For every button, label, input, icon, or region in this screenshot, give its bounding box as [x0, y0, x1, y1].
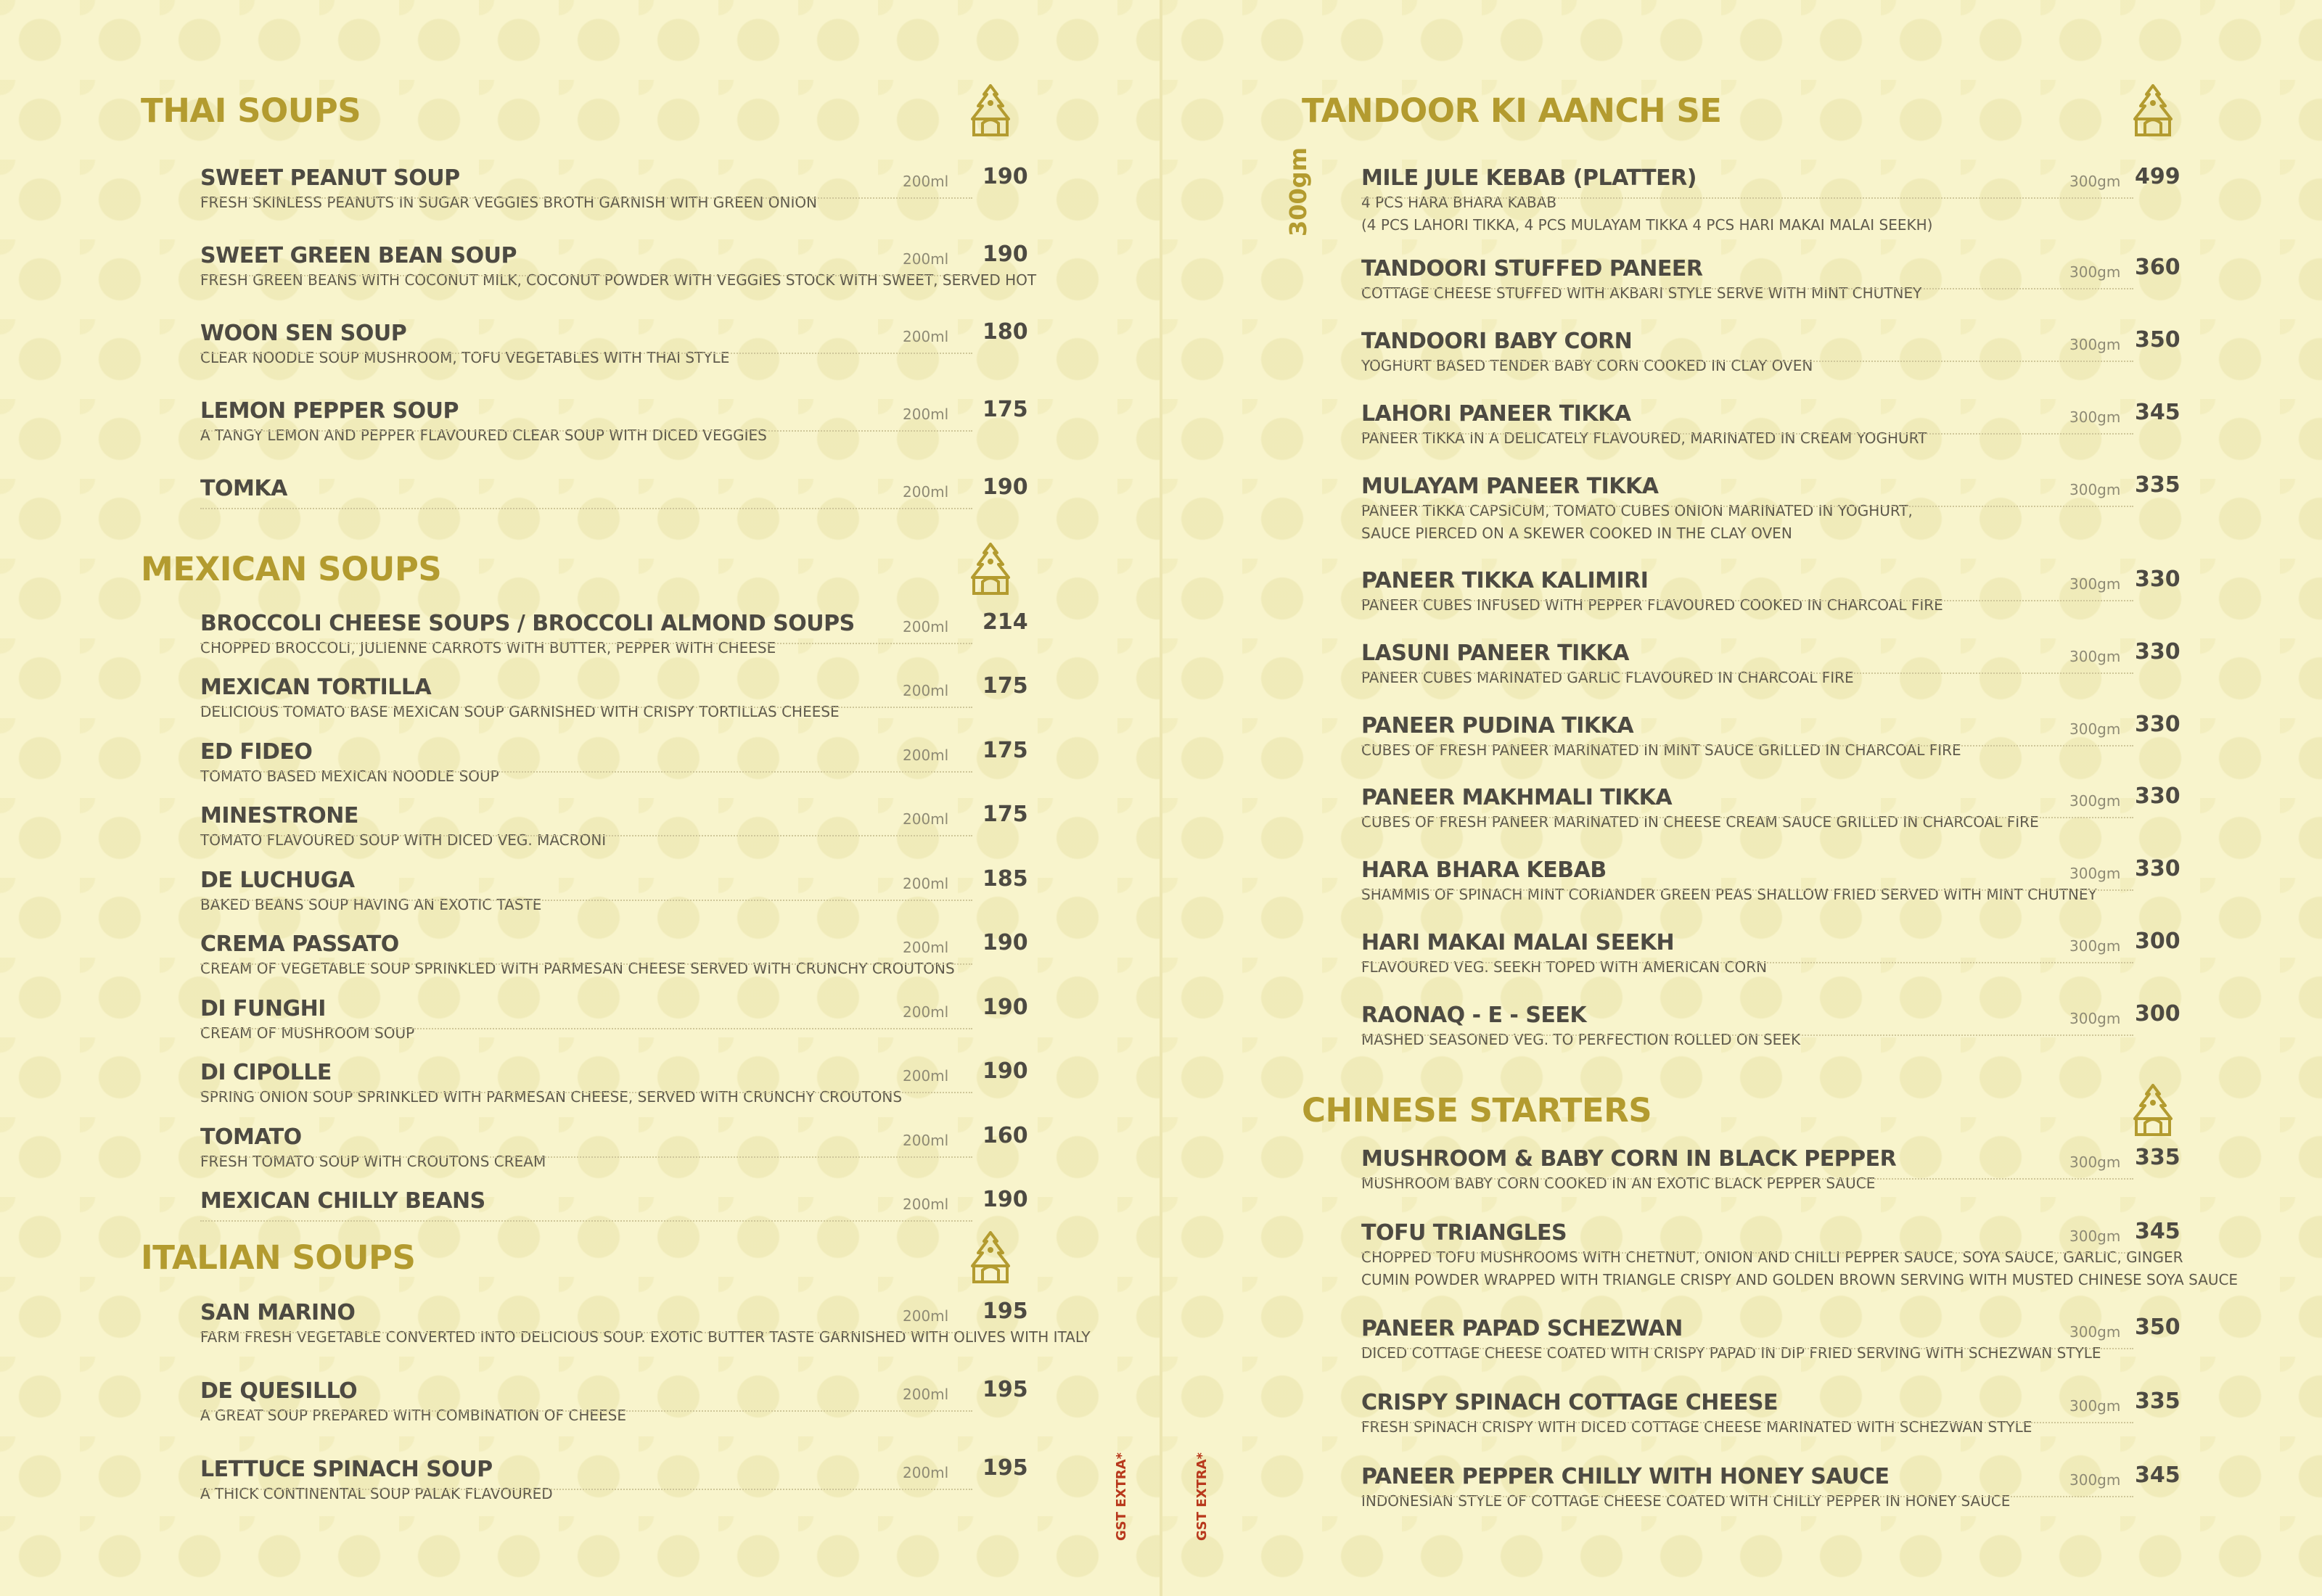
item-price: 360	[2135, 255, 2181, 280]
item-quantity: 200ml	[903, 1132, 949, 1149]
item-name: PANEER MAKHMALI TIKKA	[1361, 785, 1673, 810]
item-price: 180	[982, 319, 1028, 345]
item-leader-dots	[200, 1410, 972, 1412]
item-description-line2: CUMIN POWDER WRAPPED WITH TRIANGLE CRISPY AND GOLDEN BROWN SERVING WITH MUSTED CHINESE SOYA SAUCE	[1361, 1271, 2239, 1288]
menu-item	[1361, 1464, 2010, 1512]
section-title: TANDOOR KI AANCH SE	[1302, 91, 1722, 130]
item-price: 190	[982, 930, 1028, 955]
item-quantity: 200ml	[903, 618, 949, 635]
item-price: 190	[982, 164, 1028, 189]
item-leader-dots	[200, 643, 972, 644]
item-description: DELICIOUS TOMATO BASE MEXICAN SOUP GARNISHED WITH CRISPY TORTILLAS CHEESE	[200, 703, 840, 720]
item-leader-dots	[1361, 672, 2133, 674]
item-quantity: 300gm	[2069, 792, 2121, 810]
item-leader-dots	[200, 835, 972, 836]
item-name: HARI MAKAI MALAI SEEKH	[1361, 930, 1675, 955]
item-price: 350	[2135, 327, 2181, 353]
menu-item	[1361, 256, 1921, 304]
item-description-line2: SAUCE PIERCED ON A SKEWER COOKED IN THE CLAY OVEN	[1361, 525, 1792, 542]
item-price: 214	[982, 609, 1028, 635]
item-name: SWEET PEANUT SOUP	[200, 165, 460, 191]
gst-extra-note: GST EXTRA*	[1114, 1452, 1129, 1541]
item-name: TOFU TRIANGLES	[1361, 1220, 1567, 1246]
section-title: MEXICAN SOUPS	[141, 550, 442, 588]
item-price: 175	[982, 673, 1028, 699]
pavilion-emblem-icon	[965, 543, 1016, 596]
item-quantity: 200ml	[903, 939, 949, 956]
menu-item	[1361, 785, 2039, 833]
item-name: MUSHROOM & BABY CORN IN BLACK PEPPER	[1361, 1146, 1897, 1172]
item-price: 330	[2135, 567, 2181, 592]
item-quantity: 300gm	[2069, 408, 2121, 426]
item-price: 195	[982, 1299, 1028, 1324]
item-quantity: 300gm	[2069, 937, 2121, 955]
item-price: 190	[982, 1187, 1028, 1212]
item-name: CREMA PASSATO	[200, 931, 399, 957]
item-description: CUBES OF FRESH PANEER MARINATED IN CHEESE CREAM SAUCE GRILLED IN CHARCOAL FIRE	[1361, 813, 2039, 831]
item-leader-dots	[1361, 288, 2133, 289]
item-name: TANDOORI BABY CORN	[1361, 329, 1633, 354]
item-description: FLAVOURED VEG. SEEKH TOPED WITH AMERICAN CORN	[1361, 958, 1768, 976]
item-quantity: 200ml	[903, 746, 949, 764]
item-leader-dots	[200, 1332, 972, 1333]
item-price: 335	[2135, 1145, 2181, 1170]
menu-item	[200, 1457, 553, 1505]
pavilion-emblem-icon	[2128, 1084, 2178, 1138]
item-description: A THICK CONTINENTAL SOUP PALAK FLAVOURED	[200, 1485, 553, 1502]
right-menu-page	[1162, 0, 2322, 1596]
item-description: TOMATO FLAVOURED SOUP WITH DICED VEG. MACRONI	[200, 831, 607, 849]
item-leader-dots	[200, 275, 972, 276]
menu-item	[200, 675, 840, 723]
item-leader-dots	[200, 1028, 972, 1029]
item-quantity: 300gm	[2069, 865, 2121, 882]
item-description: CHOPPED TOFU MUSHROOMS WITH CHETNUT, ONION AND CHILLI PEPPER SAUCE, SOYA SAUCE, GARLIC, GINGER	[1361, 1249, 2183, 1266]
menu-item	[200, 1300, 1091, 1348]
item-name: LEMON PEPPER SOUP	[200, 398, 459, 424]
item-leader-dots	[200, 1489, 972, 1490]
item-price: 300	[2135, 1001, 2181, 1027]
item-quantity: 200ml	[903, 1067, 949, 1085]
item-quantity: 300gm	[2069, 173, 2121, 190]
item-leader-dots	[200, 1156, 972, 1158]
item-price: 175	[982, 802, 1028, 827]
item-description: TOMATO BASED MEXICAN NOODLE SOUP	[200, 768, 499, 785]
item-quantity: 200ml	[903, 875, 949, 892]
item-leader-dots	[200, 900, 972, 901]
item-description: CREAM OF VEGETABLE SOUP SPRINKLED WITH PARMESAN CHEESE SERVED WITH CRUNCHY CROUTONS	[200, 960, 955, 977]
item-description: YOGHURT BASED TENDER BABY CORN COOKED IN CLAY OVEN	[1361, 357, 1813, 374]
item-price: 499	[2135, 164, 2181, 189]
item-description: FRESH SPINACH CRISPY WITH DICED COTTAGE CHEESE MARINATED WITH SCHEZWAN STYLE	[1361, 1418, 2032, 1436]
item-quantity: 300gm	[2069, 1397, 2121, 1415]
item-name: DE QUESILLO	[200, 1378, 358, 1404]
menu-item	[1361, 401, 1927, 449]
item-leader-dots	[200, 771, 972, 773]
menu-item	[1361, 641, 1854, 688]
item-leader-dots	[1361, 889, 2133, 891]
menu-item	[200, 1060, 902, 1108]
item-leader-dots	[1361, 1252, 2133, 1254]
menu-item	[1361, 329, 1813, 377]
item-leader-dots	[1361, 197, 2133, 199]
item-leader-dots	[1361, 600, 2133, 601]
item-leader-dots	[1361, 1496, 2133, 1497]
pavilion-emblem-icon	[965, 1231, 1016, 1285]
item-price: 330	[2135, 783, 2181, 809]
item-leader-dots	[200, 508, 972, 509]
item-leader-dots	[200, 430, 972, 432]
menu-item	[1361, 713, 1961, 761]
item-quantity: 200ml	[903, 483, 949, 501]
item-description: BAKED BEANS SOUP HAVING AN EXOTIC TASTE	[200, 896, 542, 913]
item-description-line2: (4 PCS LAHORI TIKKA, 4 PCS MULAYAM TIKKA 4 PCS HARI MAKAI MALAI SEEKH)	[1361, 216, 1933, 234]
menu-item	[200, 996, 414, 1044]
item-price: 190	[982, 474, 1028, 500]
item-name: CRISPY SPINACH COTTAGE CHEESE	[1361, 1390, 1778, 1415]
item-leader-dots	[200, 707, 972, 708]
item-name: RAONAQ - E - SEEK	[1361, 1003, 1587, 1028]
item-name: BROCCOLI CHEESE SOUPS / BROCCOLI ALMOND SOUPS	[200, 611, 855, 636]
menu-item	[1361, 165, 1932, 236]
item-description: PANEER CUBES MARINATED GARLIC FLAVOURED IN CHARCOAL FIRE	[1361, 669, 1854, 686]
item-leader-dots	[1361, 433, 2133, 435]
item-name: MINESTRONE	[200, 803, 358, 828]
item-description: A GREAT SOUP PREPARED WITH COMBINATION OF CHEESE	[200, 1407, 626, 1424]
item-name: PANEER PAPAD SCHEZWAN	[1361, 1316, 1683, 1341]
item-description: FRESH SKINLESS PEANUTS IN SUGAR VEGGIES BROTH GARNISH WITH GREEN ONION	[200, 194, 818, 211]
item-leader-dots	[1361, 506, 2133, 507]
item-name: DE LUCHUGA	[200, 868, 355, 893]
item-description: FRESH GREEN BEANS WITH COCONUT MILK, COCONUT POWDER WITH VEGGIES STOCK WITH SWEET, SERVED HOT	[200, 271, 1037, 289]
pavilion-emblem-icon	[965, 84, 1016, 138]
item-quantity: 200ml	[903, 1464, 949, 1481]
item-price: 195	[982, 1377, 1028, 1402]
item-description: COTTAGE CHEESE STUFFED WITH AKBARI STYLE SERVE WITH MINT CHUTNEY	[1361, 284, 1922, 302]
item-price: 335	[2135, 472, 2181, 498]
item-quantity: 300gm	[2069, 336, 2121, 353]
menu-item	[1361, 1003, 1800, 1050]
item-name: TANDOORI STUFFED PANEER	[1361, 256, 1703, 281]
item-description: CHOPPED BROCCOLI, JULIENNE CARROTS WITH BUTTER, PEPPER WITH CHEESE	[200, 639, 776, 657]
item-name: MEXICAN CHILLY BEANS	[200, 1188, 485, 1214]
item-description: PANEER TIKKA CAPSICUM, TOMATO CUBES ONION MARINATED IN YOGHURT,	[1361, 502, 1913, 519]
item-description: CUBES OF FRESH PANEER MARINATED IN MINT SAUCE GRILLED IN CHARCOAL FIRE	[1361, 741, 1961, 759]
item-description: DICED COTTAGE CHEESE COATED WITH CRISPY PAPAD IN DIP FRIED SERVING WITH SCHEZWAN STYLE	[1361, 1344, 2101, 1362]
item-quantity: 200ml	[903, 1307, 949, 1325]
item-quantity: 300gm	[2069, 1471, 2121, 1489]
item-price: 335	[2135, 1389, 2181, 1414]
item-name: PANEER PUDINA TIKKA	[1361, 713, 1634, 739]
item-quantity: 300gm	[2069, 1323, 2121, 1341]
item-leader-dots	[200, 1220, 972, 1222]
item-quantity: 200ml	[903, 1003, 949, 1021]
pavilion-emblem-icon	[2128, 84, 2178, 138]
item-quantity: 300gm	[2069, 648, 2121, 665]
item-name: MULAYAM PANEER TIKKA	[1361, 474, 1659, 499]
item-quantity: 200ml	[903, 406, 949, 423]
item-leader-dots	[1361, 1348, 2133, 1349]
item-price: 345	[2135, 1219, 2181, 1244]
item-leader-dots	[1361, 361, 2133, 362]
item-name: PANEER TIKKA KALIMIRI	[1361, 568, 1649, 593]
item-quantity: 300gm	[2069, 1010, 2121, 1027]
item-price: 190	[982, 995, 1028, 1020]
item-quantity: 300gm	[2069, 481, 2121, 498]
item-leader-dots	[1361, 962, 2133, 963]
item-description: CREAM OF MUSHROOM SOUP	[200, 1024, 415, 1042]
item-price: 330	[2135, 639, 2181, 665]
item-price: 345	[2135, 1463, 2181, 1488]
menu-item	[200, 611, 855, 659]
menu-item	[1361, 1390, 2032, 1438]
menu-item	[1361, 930, 1767, 978]
item-name: DI CIPOLLE	[200, 1060, 332, 1085]
item-name: MEXICAN TORTILLA	[200, 675, 432, 700]
item-quantity: 200ml	[903, 173, 949, 190]
item-quantity: 300gm	[2069, 1153, 2121, 1171]
item-quantity: 200ml	[903, 1196, 949, 1213]
item-name: PANEER PEPPER CHILLY WITH HONEY SAUCE	[1361, 1464, 1890, 1489]
item-price: 300	[2135, 929, 2181, 954]
item-name: LASUNI PANEER TIKKA	[1361, 641, 1629, 666]
item-leader-dots	[1361, 1178, 2133, 1180]
menu-item	[1361, 857, 2097, 905]
section-title: ITALIAN SOUPS	[141, 1238, 416, 1277]
item-quantity: 200ml	[903, 682, 949, 699]
item-price: 345	[2135, 400, 2181, 425]
item-price: 190	[982, 1058, 1028, 1084]
item-leader-dots	[1361, 745, 2133, 746]
menu-item	[200, 868, 541, 916]
item-name: LAHORI PANEER TIKKA	[1361, 401, 1631, 427]
item-description: CLEAR NOODLE SOUP MUSHROOM, TOFU VEGETABLES WITH THAI STYLE	[200, 349, 730, 366]
item-quantity: 200ml	[903, 250, 949, 268]
menu-item	[1361, 1316, 2101, 1364]
item-price: 330	[2135, 712, 2181, 737]
section-title: THAI SOUPS	[141, 91, 361, 130]
item-name: SAN MARINO	[200, 1300, 356, 1325]
menu-item	[1361, 474, 1913, 544]
section-title: CHINESE STARTERS	[1302, 1091, 1652, 1130]
menu-item	[200, 931, 955, 979]
item-description: MASHED SEASONED VEG. TO PERFECTION ROLLED ON SEEK	[1361, 1031, 1801, 1048]
item-quantity: 300gm	[2069, 263, 2121, 281]
item-description: MUSHROOM BABY CORN COOKED IN AN EXOTIC BLACK PEPPER SAUCE	[1361, 1175, 1876, 1192]
menu-item	[200, 1188, 485, 1214]
item-price: 185	[982, 866, 1028, 892]
item-leader-dots	[1361, 1422, 2133, 1423]
item-name: DI FUNGHI	[200, 996, 326, 1021]
item-description: 4 PCS HARA BHARA KABAB	[1361, 194, 1557, 211]
item-name: WOON SEN SOUP	[200, 321, 407, 346]
item-description: SHAMMIS OF SPINACH MINT CORIANDER GREEN PEAS SHALLOW FRIED SERVED WITH MINT CHUTNEY	[1361, 886, 2097, 903]
menu-item	[200, 739, 499, 787]
item-price: 175	[982, 397, 1028, 422]
gst-extra-note: GST EXTRA*	[1194, 1452, 1210, 1541]
item-name: SWEET GREEN BEAN SOUP	[200, 243, 517, 268]
item-description: FARM FRESH VEGETABLE CONVERTED INTO DELICIOUS SOUP. EXOTIC BUTTER TASTE GARNISHED WITH OLIVES WITH ITALY	[200, 1328, 1091, 1346]
item-leader-dots	[1361, 817, 2133, 818]
item-leader-dots	[200, 963, 972, 965]
item-description: INDONESIAN STYLE OF COTTAGE CHEESE COATED WITH CHILLY PEPPER IN HONEY SAUCE	[1361, 1492, 2011, 1510]
item-name: LETTUCE SPINACH SOUP	[200, 1457, 493, 1482]
item-price: 330	[2135, 856, 2181, 881]
menu-item	[1361, 1146, 1896, 1194]
item-description: PANEER TIKKA IN A DELICATELY FLAVOURED, MARINATED IN CREAM YOGHURT	[1361, 429, 1927, 447]
item-name: ED FIDEO	[200, 739, 313, 765]
item-price: 350	[2135, 1315, 2181, 1340]
item-leader-dots	[200, 197, 972, 199]
item-price: 175	[982, 738, 1028, 763]
item-description: SPRING ONION SOUP SPRINKLED WITH PARMESAN CHEESE, SERVED WITH CRUNCHY CROUTONS	[200, 1088, 903, 1106]
item-leader-dots	[200, 353, 972, 354]
item-name: TOMKA	[200, 476, 287, 501]
menu-item	[200, 476, 287, 501]
menu-item	[200, 321, 729, 369]
item-description: PANEER CUBES INFUSED WITH PEPPER FLAVOURED COOKED IN CHARCOAL FIRE	[1361, 596, 1943, 614]
item-quantity: 300gm	[2069, 1227, 2121, 1245]
item-quantity: 300gm	[2069, 575, 2121, 593]
item-price: 195	[982, 1455, 1028, 1481]
item-name: TOMATO	[200, 1124, 302, 1150]
portion-side-label: 300gm	[1284, 147, 1312, 236]
item-quantity: 200ml	[903, 810, 949, 828]
item-leader-dots	[1361, 1034, 2133, 1036]
item-price: 160	[982, 1123, 1028, 1148]
menu-item	[200, 803, 606, 851]
item-description: FRESH TOMATO SOUP WITH CROUTONS CREAM	[200, 1153, 546, 1170]
item-quantity: 200ml	[903, 1386, 949, 1403]
menu-item	[1361, 568, 1943, 616]
menu-item	[200, 1124, 546, 1172]
menu-item	[200, 1378, 626, 1426]
item-name: HARA BHARA KEBAB	[1361, 857, 1607, 883]
item-price: 190	[982, 242, 1028, 267]
item-quantity: 300gm	[2069, 720, 2121, 738]
menu-item	[200, 165, 817, 213]
item-name: MILE JULE KEBAB (PLATTER)	[1361, 165, 1697, 191]
left-menu-page	[0, 0, 1160, 1596]
item-quantity: 200ml	[903, 328, 949, 345]
menu-item	[200, 398, 767, 446]
item-description: A TANGY LEMON AND PEPPER FLAVOURED CLEAR SOUP WITH DICED VEGGIES	[200, 427, 767, 444]
item-leader-dots	[200, 1092, 972, 1093]
